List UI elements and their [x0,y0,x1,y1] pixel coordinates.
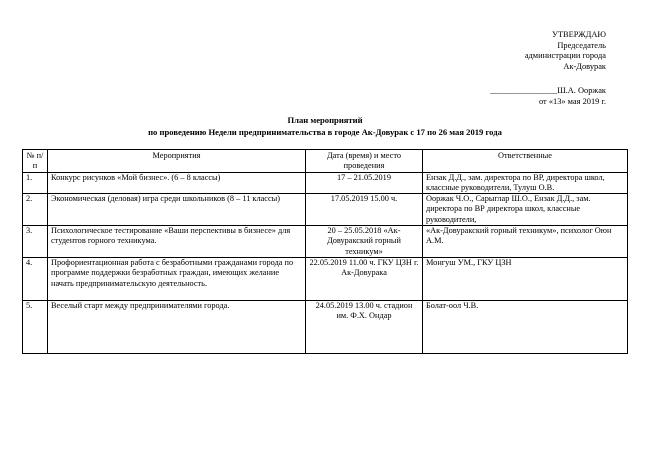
row-event: Экономическая (деловая) игра среди школьников (8 – 11 классы) [48,194,306,226]
row-date: 17 – 21.05.2019 [306,172,423,194]
header-date: Дата (время) и место проведения [306,150,423,173]
header-num: № п/п [23,150,48,173]
row-responsible: Ензак Д.Д., зам. директора по ВР, директора школ, классные руководители, Тулуш О.В. [423,172,628,194]
table-header-row [23,150,628,173]
row-date: 22.05.2019 11.00 ч. ГКУ ЦЗН г. Ак-Довурака [306,258,423,301]
row-num: 2. [23,194,48,226]
table-row [23,226,628,258]
row-num: 5. [23,301,48,354]
table-row [23,194,628,226]
approval-city: Ак-Довурак [563,61,606,71]
approval-block [386,30,606,108]
header-responsible: Ответственные [423,150,628,173]
row-date: 24.05.2019 13.00 ч. стадион им. Ф.Х. Ондар [306,301,423,354]
approval-title: УТВЕРЖДАЮ [552,30,606,39]
row-num: 1. [23,172,48,194]
title-line-2: по проведению Недели предпринимательства в городе Ак-Довурак с 17 по 26 мая 2019 года [148,127,502,137]
row-event: Конкурс рисунков «Мой бизнес». (6 – 8 классы) [48,172,306,194]
row-responsible: Ооржак Ч.О., Сарыглар Ш.О., Ензак Д.Д., зам. директора по ВР директора школ, классные руководители, [423,194,628,226]
row-responsible: Монгуш УМ., ГКУ ЦЗН [423,258,628,301]
row-num: 4. [23,258,48,301]
events-table [22,149,628,354]
row-responsible: Болат-оол Ч.В. [423,301,628,354]
row-date: 20 – 25.05.2018 «Ак-Довуракский горный техникум» [306,226,423,258]
table-row [23,172,628,194]
approval-signature: ________________Ш.А. Ооржак [490,86,606,96]
row-event: Веселый старт между предпринимателями города. [48,301,306,354]
row-date: 17.05.2019 15.00 ч. [306,194,423,226]
row-num: 3. [23,226,48,258]
title-line-1: План мероприятий [287,115,363,125]
table-row [23,258,628,301]
row-event: Профориентационная работа с безработными гражданами города по программе поддержки безработных граждан, имеющих желание начать предпринимательскую деятельность. [48,258,306,301]
row-responsible: «Ак-Довуракский горный техникум», психолог Оюн А.М. [423,226,628,258]
approval-date: от «13» мая 2019 г. [538,96,606,106]
approval-position: Председатель [557,40,606,50]
row-event: Психологическое тестирование «Ваши перспективы в бизнесе» для студентов горного техникума. [48,226,306,258]
approval-organization: администрации города [524,51,606,61]
header-event: Мероприятия [48,150,306,173]
table-row [23,301,628,354]
document-title [0,114,650,138]
